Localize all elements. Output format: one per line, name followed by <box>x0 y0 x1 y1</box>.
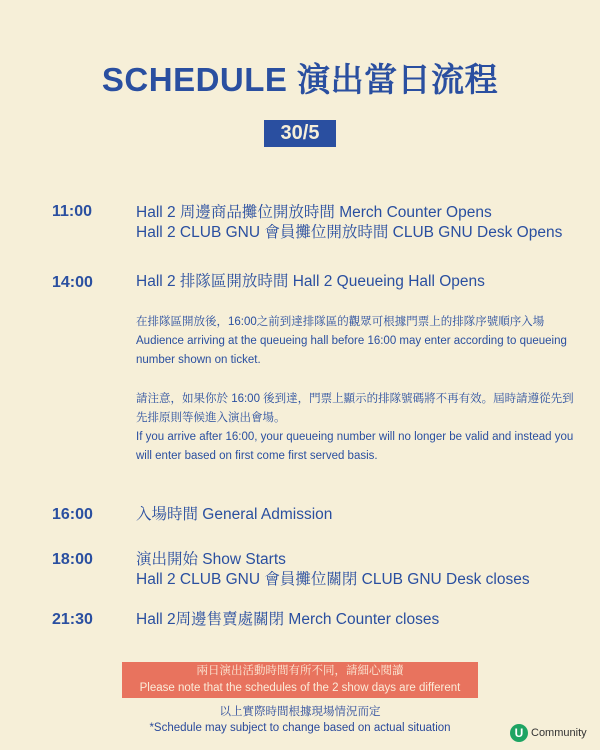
note-zh: 在排隊區開放後，16:00之前到達排隊區的觀眾可根據門票上的排隊序號順序入場 <box>136 316 545 328</box>
schedule-time: 16:00 <box>52 506 93 523</box>
note-zh: 請注意，如果你於 16:00 後到達，門票上顯示的排隊號碼將不再有效。屆時請遵從先到先排原則等候進入演出會場。 <box>136 393 574 424</box>
schedule-time: 21:30 <box>52 611 93 628</box>
note-en: Audience arriving at the queueing hall before 16:00 may enter according to queueing number shown on ticket. <box>136 335 567 366</box>
queue-note-1 <box>136 313 576 370</box>
schedule-difference-banner <box>122 662 478 698</box>
date-badge: 30/5 <box>264 120 336 147</box>
footer-en: *Schedule may subject to change based on actual situation <box>149 722 451 734</box>
schedule-desc: Hall 2 排隊區開放時間 Hall 2 Queueing Hall Opens <box>136 273 485 290</box>
schedule-desc: Hall 2 CLUB GNU 會員攤位開放時間 CLUB GNU Desk Opens <box>136 224 563 241</box>
schedule-desc: Hall 2 周邊商品攤位開放時間 Merch Counter Opens <box>136 204 492 221</box>
schedule-desc: Hall 2 CLUB GNU 會員攤位關閉 CLUB GNU Desk closes <box>136 571 530 588</box>
note-en: If you arrive after 16:00, your queueing number will no longer be valid and instead you will enter based on first come first served basis. <box>136 431 574 462</box>
schedule-time: 11:00 <box>52 203 93 220</box>
schedule-desc: 入場時間 General Admission <box>136 506 333 523</box>
logo-text: Community <box>531 727 587 739</box>
banner-zh: 兩日演出活動時間有所不同，請細心閱讀 <box>196 665 404 677</box>
ucommunity-logo <box>510 724 587 742</box>
banner-en: Please note that the schedules of the 2 show days are different <box>139 682 461 694</box>
queue-note-2 <box>136 390 576 466</box>
u-logo-icon: U <box>510 724 528 742</box>
schedule-time: 14:00 <box>52 274 93 291</box>
schedule-time: 18:00 <box>52 551 93 568</box>
schedule-desc: 演出開始 Show Starts <box>136 551 286 568</box>
footer-zh: 以上實際時間根據現場情況而定 <box>219 706 381 718</box>
page-title: SCHEDULE 演出當日流程 <box>101 61 499 98</box>
schedule-desc: Hall 2周邊售賣處關閉 Merch Counter closes <box>136 611 440 628</box>
